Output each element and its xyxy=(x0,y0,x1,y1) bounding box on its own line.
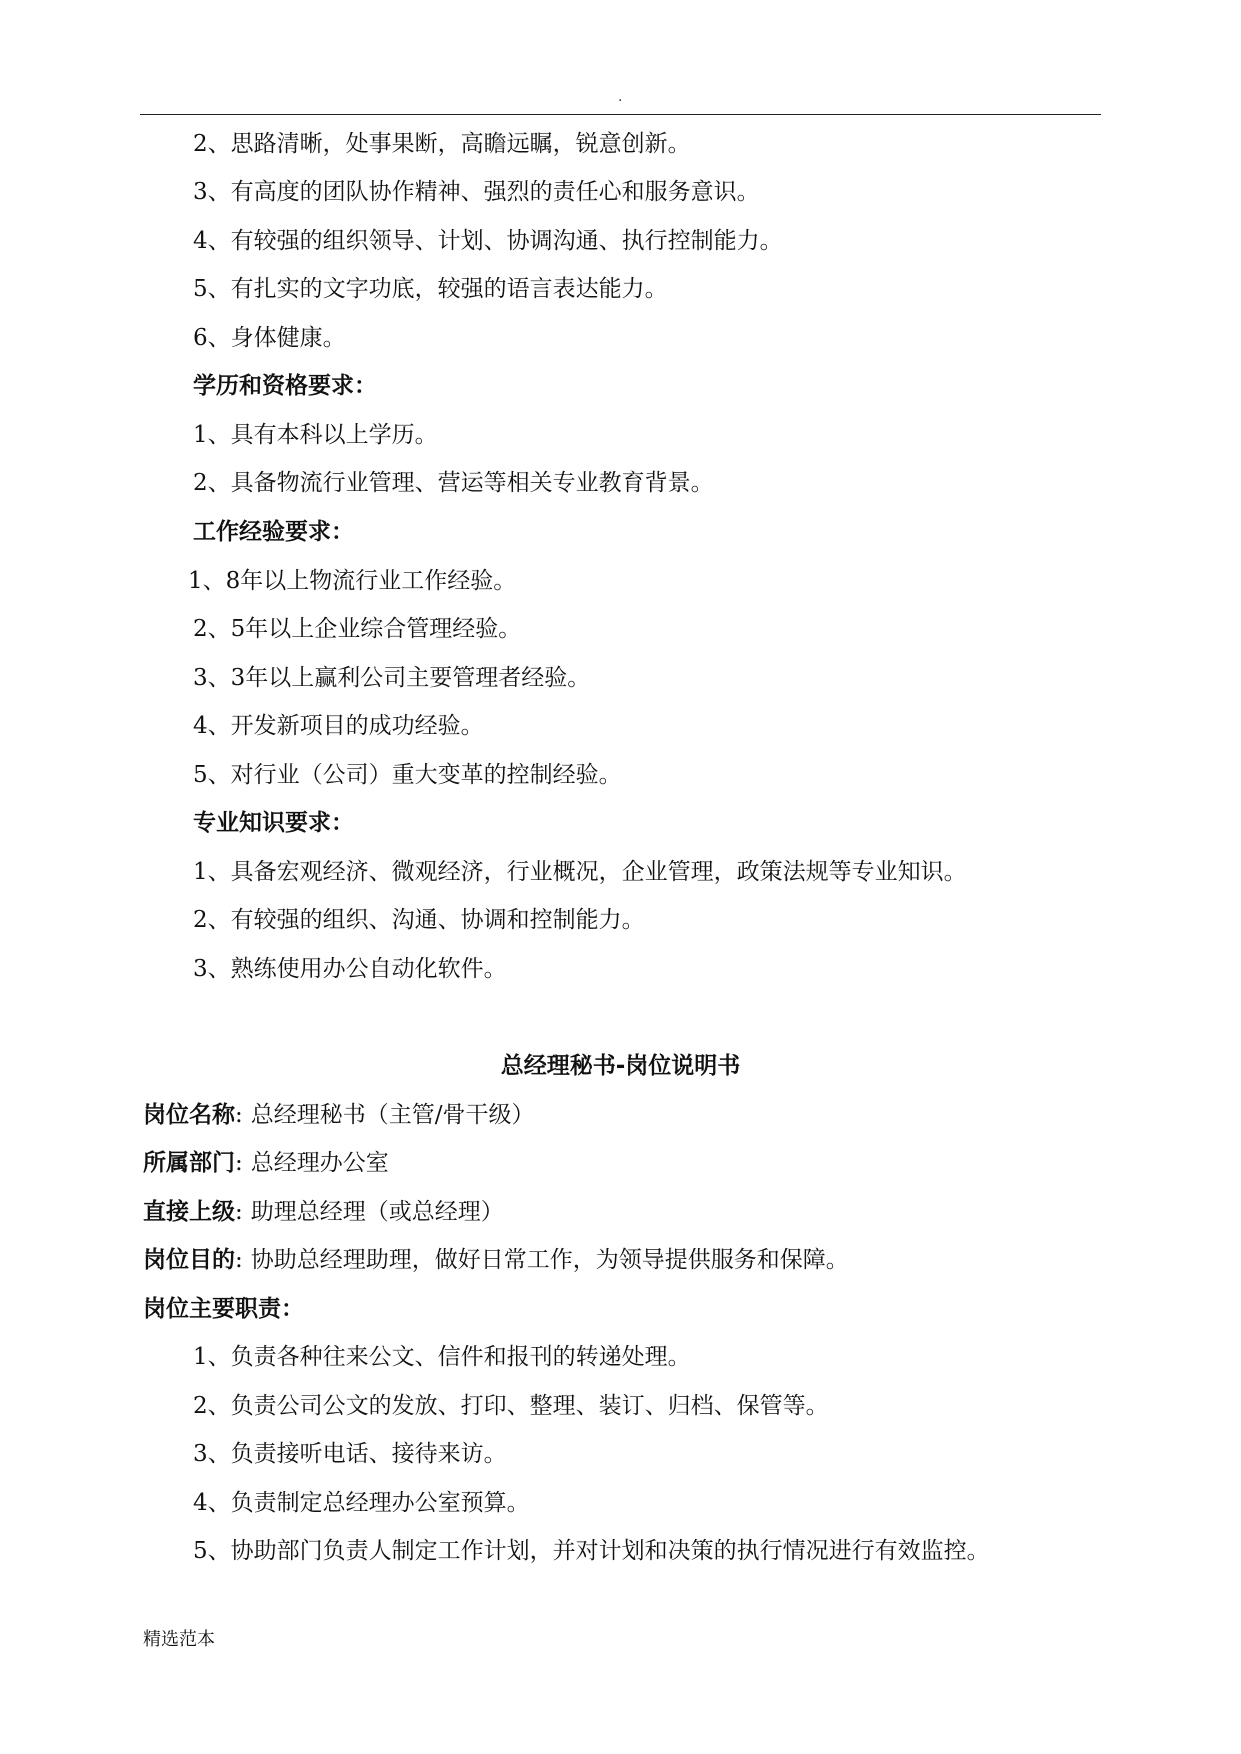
knowledge-item: 3、熟练使用办公自动化软件。 xyxy=(193,956,507,982)
footer-text: 精选范本 xyxy=(143,1629,215,1650)
field-label: 岗位目的 xyxy=(143,1247,235,1273)
duty-item: 3、负责接听电话、接待来访。 xyxy=(193,1441,507,1467)
experience-item: 5、对行业（公司）重大变革的控制经验。 xyxy=(193,762,622,788)
knowledge-heading: 专业知识要求： xyxy=(193,810,354,836)
field-value: 总经理秘书（主管/骨干级） xyxy=(250,1102,535,1128)
quality-item: 2、思路清晰，处事果断，高瞻远瞩，锐意创新。 xyxy=(193,131,691,157)
field-label: 所属部门 xyxy=(143,1150,235,1176)
header-mark: . xyxy=(618,89,623,105)
field-label: 岗位名称 xyxy=(143,1102,235,1128)
duty-item: 4、负责制定总经理办公室预算。 xyxy=(193,1490,530,1516)
field-label: 直接上级 xyxy=(143,1199,235,1225)
duty-item: 1、负责各种往来公文、信件和报刊的转递处理。 xyxy=(193,1344,691,1370)
field-separator: : xyxy=(235,1102,243,1128)
field-position-name xyxy=(143,1100,535,1130)
experience-item: 3、3年以上赢利公司主要管理者经验。 xyxy=(193,665,591,691)
education-heading: 学历和资格要求： xyxy=(193,373,377,399)
field-value: 助理总经理（或总经理） xyxy=(250,1199,504,1225)
field-separator: : xyxy=(235,1199,243,1225)
field-separator: : xyxy=(235,1150,243,1176)
duty-item: 2、负责公司公文的发放、打印、整理、装订、归档、保管等。 xyxy=(193,1393,829,1419)
experience-heading: 工作经验要求： xyxy=(193,519,354,545)
experience-item: 1、8年以上物流行业工作经验。 xyxy=(188,568,517,594)
knowledge-item: 1、具备宏观经济、微观经济，行业概况，企业管理，政策法规等专业知识。 xyxy=(193,859,967,885)
quality-item: 4、有较强的组织领导、计划、协调沟通、执行控制能力。 xyxy=(193,228,783,254)
quality-item: 6、身体健康。 xyxy=(193,325,346,351)
quality-item: 3、有高度的团队协作精神、强烈的责任心和服务意识。 xyxy=(193,179,760,205)
field-value: 总经理办公室 xyxy=(250,1150,389,1176)
education-item: 2、具备物流行业管理、营运等相关专业教育背景。 xyxy=(193,470,714,496)
field-separator: : xyxy=(235,1247,243,1273)
experience-item: 2、5年以上企业综合管理经验。 xyxy=(193,616,522,642)
secretary-title: 总经理秘书-岗位说明书 xyxy=(500,1053,741,1079)
education-item: 1、具有本科以上学历。 xyxy=(193,422,438,448)
field-department xyxy=(143,1148,389,1178)
field-supervisor xyxy=(143,1197,504,1227)
header-rule xyxy=(140,114,1101,115)
experience-item: 4、开发新项目的成功经验。 xyxy=(193,713,484,739)
field-purpose xyxy=(143,1245,849,1275)
knowledge-item: 2、有较强的组织、沟通、协调和控制能力。 xyxy=(193,907,645,933)
quality-item: 5、有扎实的文字功底，较强的语言表达能力。 xyxy=(193,276,668,302)
duty-item: 5、协助部门负责人制定工作计划，并对计划和决策的执行情况进行有效监控。 xyxy=(193,1538,990,1564)
duties-heading: 岗位主要职责： xyxy=(143,1296,304,1322)
field-value: 协助总经理助理，做好日常工作，为领导提供服务和保障。 xyxy=(250,1247,849,1273)
